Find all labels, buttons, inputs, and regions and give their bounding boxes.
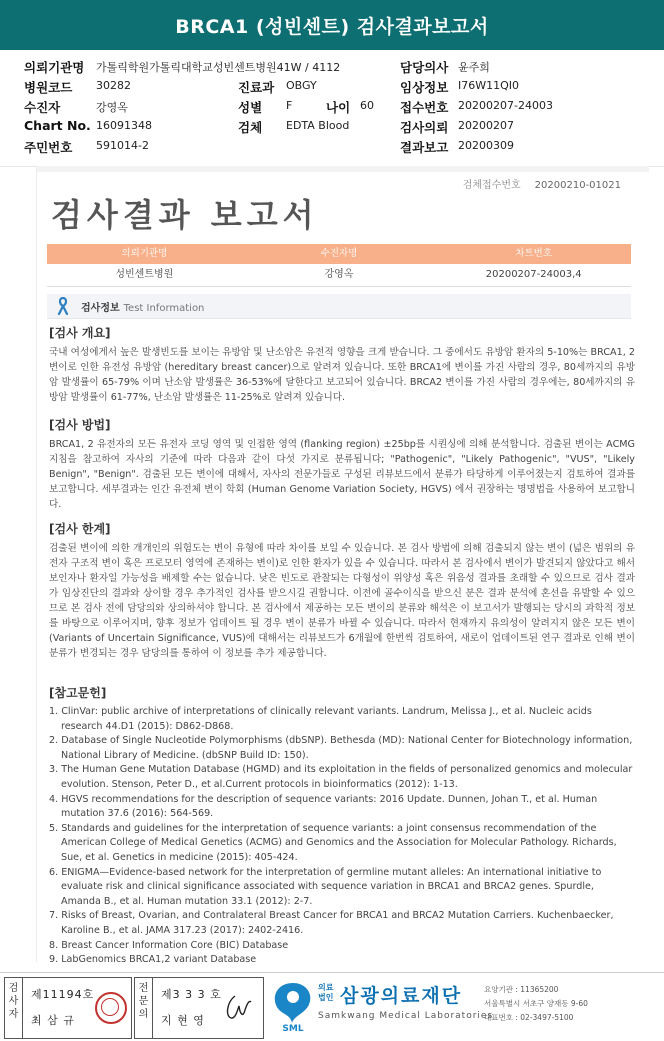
org-name: 삼광의료재단	[340, 985, 463, 1007]
overview-text: 국내 여성에게서 높은 발생빈도를 보이는 유방암 및 난소암은 유전적 영향을 크게 받습니다. 그 중에서도 유방암 환자의 5-10%는 BRCA1, 2 변이로 인한 유전성 유방암 (hereditary breast cancer)으로 알려져 있습니다. 또한 BRCA1에 변이를 가진 사람의 경우, 80세까지의 유방암 발생률이 65-79% 이며 난소암 발생률은 36-53%에 달한다고 보고되어 있습니다. BRCA2 변이를 가진 사람의 경우에는, 80세까지의 유방암 발생률이 61-77%, 난소암 발생률은 11-25%로 알려져 있습니다.	[49, 347, 635, 403]
list-item: 6. ENIGMA—Evidence-based network for the interpretation of germline mutant alleles: An international initiative to evaluate risk and clinical significance associated with sequence variation in BRCA1 and BRCA2 genes. Spurdle, Amanda B., et al. Human mutation 33.1 (2012): 2-7.	[49, 866, 602, 907]
age-value: 60	[360, 99, 374, 112]
request-value: 20200207	[458, 119, 514, 132]
chart-label: Chart No.	[24, 118, 91, 133]
institution-label: 의뢰기관명	[24, 60, 85, 75]
table-cell: 20200207-24003,4	[485, 269, 582, 280]
institution-value: 가톨릭학원가톨릭대학교성빈센트병원41W / 4112	[96, 61, 341, 74]
examinee-label: 수진자	[24, 100, 61, 115]
age-label: 나이	[326, 100, 351, 115]
list-item: 2. Database of Single Nucleotide Polymorphisms (dbSNP). Bethesda (MD): National Center for Biotechnology information, National Library of Medicine. (dbSNP Build ID: 150).	[49, 735, 633, 761]
examiner-box	[4, 977, 132, 1039]
clinical-value: I76W11QI0	[458, 79, 520, 92]
list-item: 9. LabGenomics BRCA1,2 variant Database	[49, 954, 257, 966]
contact-code: 요양기관 : 11365200	[484, 985, 559, 994]
table-cell: 강영옥	[324, 269, 354, 280]
specialist-name: 지 현 영	[161, 1014, 205, 1027]
examinee-value: 강영옥	[96, 101, 128, 114]
rrn-label: 주민번호	[24, 140, 73, 155]
references-section	[49, 684, 635, 968]
sex-value: F	[286, 99, 293, 112]
title-bar	[0, 0, 664, 50]
footer	[0, 972, 664, 1041]
limit-title: [검사 한계]	[49, 522, 111, 536]
sex-label: 성별	[238, 100, 263, 115]
receipt-value: 20200207-24003	[458, 99, 553, 112]
specialist-license: 제3 3 3 호	[161, 988, 222, 1001]
method-title: [검사 방법]	[49, 418, 111, 432]
receipt-label: 접수번호	[400, 100, 449, 115]
specimen-receipt-number: 검체접수번호 20200210-01021	[462, 180, 621, 191]
table-cell: 성빈센트병원	[115, 269, 174, 280]
contact-phone: 대표번호 : 02-3497-5100	[484, 1013, 574, 1022]
sml-logo-icon	[268, 979, 318, 1035]
table-header: 차트번호	[515, 248, 553, 259]
doctor-value: 윤주희	[458, 61, 490, 74]
sml-text: SML	[282, 1024, 304, 1034]
request-label: 검사의뢰	[400, 120, 449, 135]
rrn-value: 591014-2	[96, 139, 149, 152]
examiner-name: 최 삼 규	[31, 1014, 75, 1027]
chart-value: 16091348	[96, 119, 152, 132]
specialist-box	[134, 977, 264, 1039]
method-text: BRCA1, 2 유전자의 모든 유전자 코딩 영역 및 인접한 영역 (flanking region) ±25bp를 시퀀싱에 의해 분석합니다. 검출된 변이는 ACMG 지침을 참고하여 자사의 기준에 따라 다음과 같이 다섯 가지로 분류됩니다; "Pathogenic", "Likely Pathogenic", "VUS", "Likely Benign", "Benign". 검출된 모든 변이에 대해서, 자사의 전문가들로 구성된 리뷰보드에서 분류가 타당하게 이루어졌는지 검토하여 결과를 보고합니다. 세부결과는 인간 유전체 변이 학회 (Human Genome Variation Society, HGVS) 에서 권장하는 명명법을 사용하여 보고합니다.	[49, 439, 635, 510]
patient-header	[0, 50, 664, 167]
department-label: 진료과	[238, 80, 275, 95]
hospital-code-label: 병원코드	[24, 80, 73, 95]
org-name-en: Samkwang Medical Laboratories	[318, 1011, 494, 1021]
info-table	[47, 244, 631, 287]
report-title: 검사결과 보고서	[51, 196, 319, 234]
section-header	[47, 294, 631, 319]
section-title-en: Test Information	[123, 303, 205, 314]
list-item: 8. Breast Cancer Information Core (BIC) Database	[49, 939, 289, 951]
table-header: 의뢰기관명	[121, 248, 168, 259]
list-item: 7. Risks of Breast, Ovarian, and Contralateral Breast Cancer for BRCA1 and BRCA2 Mutation Carriers. Kuchenbaecker, Karoline B., et al. JAMA 317.23 (2017): 2402-2416.	[49, 910, 614, 936]
examiner-license: 제11194호	[31, 988, 95, 1001]
org-prefix: 의료법인	[318, 983, 334, 1002]
clinical-label: 임상정보	[400, 80, 449, 95]
report-label: 결과보고	[400, 140, 449, 155]
report-value: 20200309	[458, 139, 514, 152]
section-title: 검사정보	[81, 303, 120, 314]
references-list	[49, 705, 635, 968]
limit-section	[49, 520, 635, 661]
report-document	[36, 166, 649, 966]
doctor-label: 담당의사	[400, 60, 449, 75]
department-value: OBGY	[286, 79, 317, 92]
list-item: 5. Standards and guidelines for the interpretation of sequence variants: a joint consensus recommendation of the American College of Medical Genetics (ACMG) and Genomics and the Association for Molecular Pathology. Richards, Sue, et al. Genetics in medicine (2015): 405-424.	[49, 822, 617, 863]
table-header: 수진자명	[320, 248, 358, 259]
list-item: 3. The Human Gene Mutation Database (HGMD) and its exploitation in the fields of personalized genomics and molecular evolution. Stenson, Peter D., et al.Current protocols in bioinformatics (2012): 1-13.	[49, 764, 633, 790]
specimen-value: EDTA Blood	[286, 119, 350, 132]
references-title: [참고문헌]	[49, 686, 107, 700]
list-item: 4. HGVS recommendations for the description of sequence variants: 2016 Update. Dunnen, Johan T., et al. Human mutation 37.6 (2016): 564-569.	[49, 793, 598, 820]
contact-address: 서울특별시 서초구 양재동 9-60	[484, 999, 588, 1008]
seal-stamp-icon	[95, 992, 127, 1024]
specimen-label: 검체	[238, 120, 263, 135]
overview-section	[49, 324, 635, 405]
page-title: BRCA1 (성빈센트) 검사결과보고서	[175, 16, 489, 38]
method-section	[49, 416, 635, 512]
specialist-label: 전문의	[135, 978, 153, 1038]
limit-text: 검출된 변이에 의한 개개인의 위험도는 변이 유형에 따라 차이를 보일 수 있습니다. 본 검사 방법에 의해 검출되지 않는 변이 (넓은 범위의 유전자 구조적 변이 혹은 프로모터 영역에 존재하는 변이)로 인한 환자가 있을 수 있습니다. 따라서 본 검사에서 변이가 발견되지 않았다고 해서 보인자나 환자일 가능성을 배제할 수는 없습니다. 낮은 빈도로 관찰되는 다형성이 위양성 혹은 위음성 결과를 초래할 수 있으므로 검사 결과가 임상진단의 결과와 상이할 경우 추가적인 검사를 받으시길 권합니다. 이전에 골수이식을 받으신 분은 결과 분석에 혼선을 유발할 수 있으므로 본 검사 전에 담당의와 상의하셔야 합니다. 본 검사에서 제공하는 모든 변이의 분류와 해석은 이 보고서가 발행되는 당시의 과학적 정보를 바탕으로 이루어지며, 향후 정보가 업데이트 될 경우 변이 분류가 바뀔 수 있습니다. 따라서 현재까지 유의성이 알려지지 않은 모든 변이 (Variants of Uncertain Significance, VUS)에 대해서는 리뷰보드가 6개월에 한번씩 검토하여, 새로이 업데이트된 연구 결과로 인해 변이 분류가 변경되는 경우 담당의를 통하여 이 정보를 추가 제공합니다.	[49, 543, 635, 659]
contact-info	[484, 983, 588, 1025]
hospital-code-value: 30282	[96, 79, 131, 92]
overview-title: [검사 개요]	[49, 326, 111, 340]
ribbon-icon	[57, 297, 69, 315]
list-item: 1. ClinVar: public archive of interpretations of clinically relevant variants. Landrum, Melissa J., et al. Nucleic acids research 44.D1 (2015): D862-D868.	[49, 706, 592, 732]
signature-icon	[221, 988, 257, 1028]
examiner-label: 검사자	[5, 978, 23, 1038]
